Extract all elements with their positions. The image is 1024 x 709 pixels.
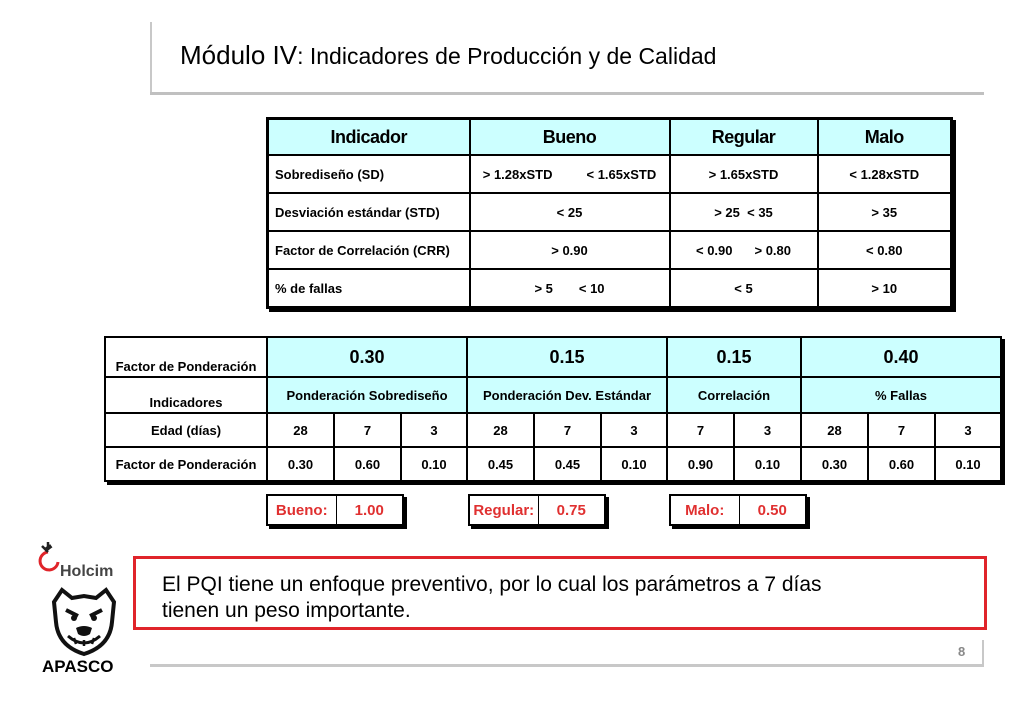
age-cell: 3 xyxy=(601,413,667,447)
table-row xyxy=(268,269,952,308)
score-value: 1.00 xyxy=(354,501,384,519)
page-number: 8 xyxy=(958,644,966,659)
factor-row xyxy=(105,447,1001,481)
weight-sobrediseno: 0.30 xyxy=(267,337,467,377)
indicator-dev-estandar: Ponderación Dev. Estándar xyxy=(467,377,667,413)
row-label: Factor de Correlación (CRR) xyxy=(268,231,470,269)
cell-malo: < 0.80 xyxy=(818,231,952,269)
cell-malo: > 35 xyxy=(818,193,952,231)
criteria-table xyxy=(266,117,953,309)
score-label: Bueno: xyxy=(268,496,337,524)
weight-fallas: 0.40 xyxy=(801,337,1001,377)
factor-cell: 0.30 xyxy=(267,447,334,481)
age-cell: 28 xyxy=(467,413,534,447)
logo-graphic xyxy=(38,540,138,680)
indicator-row xyxy=(105,377,1001,413)
holcim-apasco-logo xyxy=(38,540,138,680)
frame-line-horizontal xyxy=(150,92,984,95)
weight-dev-estandar: 0.15 xyxy=(467,337,667,377)
score-value: 0.50 xyxy=(757,501,787,519)
criteria-header-regular: Regular xyxy=(670,119,818,156)
factor-cell: 0.60 xyxy=(868,447,935,481)
criteria-header-indicador: Indicador xyxy=(268,119,470,156)
cell-bueno: > 0.90 xyxy=(470,231,670,269)
age-cell: 3 xyxy=(935,413,1001,447)
age-cell: 3 xyxy=(734,413,801,447)
age-cell: 7 xyxy=(334,413,401,447)
row-label: Edad (días) xyxy=(105,413,267,447)
factor-cell: 0.45 xyxy=(534,447,601,481)
score-label: Regular: xyxy=(470,496,539,524)
factor-cell: 0.60 xyxy=(334,447,401,481)
row-label: Sobrediseño (SD) xyxy=(268,155,470,193)
age-row xyxy=(105,413,1001,447)
cell-bueno: > 1.28xSTD < 1.65xSTD xyxy=(470,155,670,193)
svg-text:Holcim: Holcim xyxy=(60,563,114,580)
score-bueno xyxy=(266,494,404,526)
factor-cell: 0.10 xyxy=(601,447,667,481)
factor-cell: 0.10 xyxy=(401,447,467,481)
age-cell: 28 xyxy=(267,413,334,447)
cell-bueno: < 25 xyxy=(470,193,670,231)
indicator-sobrediseno: Ponderación Sobrediseño xyxy=(267,377,467,413)
row-label: Factor de Ponderación xyxy=(105,447,267,481)
weight-table xyxy=(104,336,1002,482)
weight-correlacion: 0.15 xyxy=(667,337,801,377)
indicator-correlacion: Correlación xyxy=(667,377,801,413)
row-label: Desviación estándar (STD) xyxy=(268,193,470,231)
age-cell: 7 xyxy=(534,413,601,447)
cell-regular: > 25 < 35 xyxy=(670,193,818,231)
score-malo xyxy=(669,494,807,526)
row-label: Factor de Ponderación xyxy=(105,337,267,377)
score-label: Malo: xyxy=(671,496,740,524)
footer-line-vertical xyxy=(982,640,984,666)
row-label: % de fallas xyxy=(268,269,470,308)
cell-regular: < 5 xyxy=(670,269,818,308)
frame-line-vertical xyxy=(150,22,152,94)
cell-regular: > 1.65xSTD xyxy=(670,155,818,193)
cell-regular: < 0.90 > 0.80 xyxy=(670,231,818,269)
age-cell: 7 xyxy=(868,413,935,447)
page-title: Módulo IV: Indicadores de Producción y de Calidad xyxy=(180,40,717,70)
svg-text:APASCO: APASCO xyxy=(42,657,114,676)
callout-box xyxy=(133,556,987,630)
score-value: 0.75 xyxy=(556,501,586,519)
factor-cell: 0.10 xyxy=(935,447,1001,481)
age-cell: 3 xyxy=(401,413,467,447)
factor-cell: 0.90 xyxy=(667,447,734,481)
bulldog-icon xyxy=(54,590,114,654)
factor-cell: 0.10 xyxy=(734,447,801,481)
indicator-fallas: % Fallas xyxy=(801,377,1001,413)
criteria-header-malo: Malo xyxy=(818,119,952,156)
weight-row xyxy=(105,337,1001,377)
criteria-header-row xyxy=(268,119,952,156)
cell-malo: > 10 xyxy=(818,269,952,308)
table-row xyxy=(268,155,952,193)
table-row xyxy=(268,231,952,269)
age-cell: 28 xyxy=(801,413,868,447)
holcim-mark-icon xyxy=(40,542,58,570)
cell-malo: < 1.28xSTD xyxy=(818,155,952,193)
score-regular xyxy=(468,494,606,526)
table-row xyxy=(268,193,952,231)
age-cell: 7 xyxy=(667,413,734,447)
criteria-header-bueno: Bueno xyxy=(470,119,670,156)
row-label: Indicadores xyxy=(105,377,267,413)
factor-cell: 0.45 xyxy=(467,447,534,481)
callout-text: El PQI tiene un enfoque preventivo, por lo cual los parámetros a 7 días tienen un peso importante. xyxy=(162,573,822,622)
factor-cell: 0.30 xyxy=(801,447,868,481)
cell-bueno: > 5 < 10 xyxy=(470,269,670,308)
footer-line-horizontal xyxy=(150,664,984,667)
